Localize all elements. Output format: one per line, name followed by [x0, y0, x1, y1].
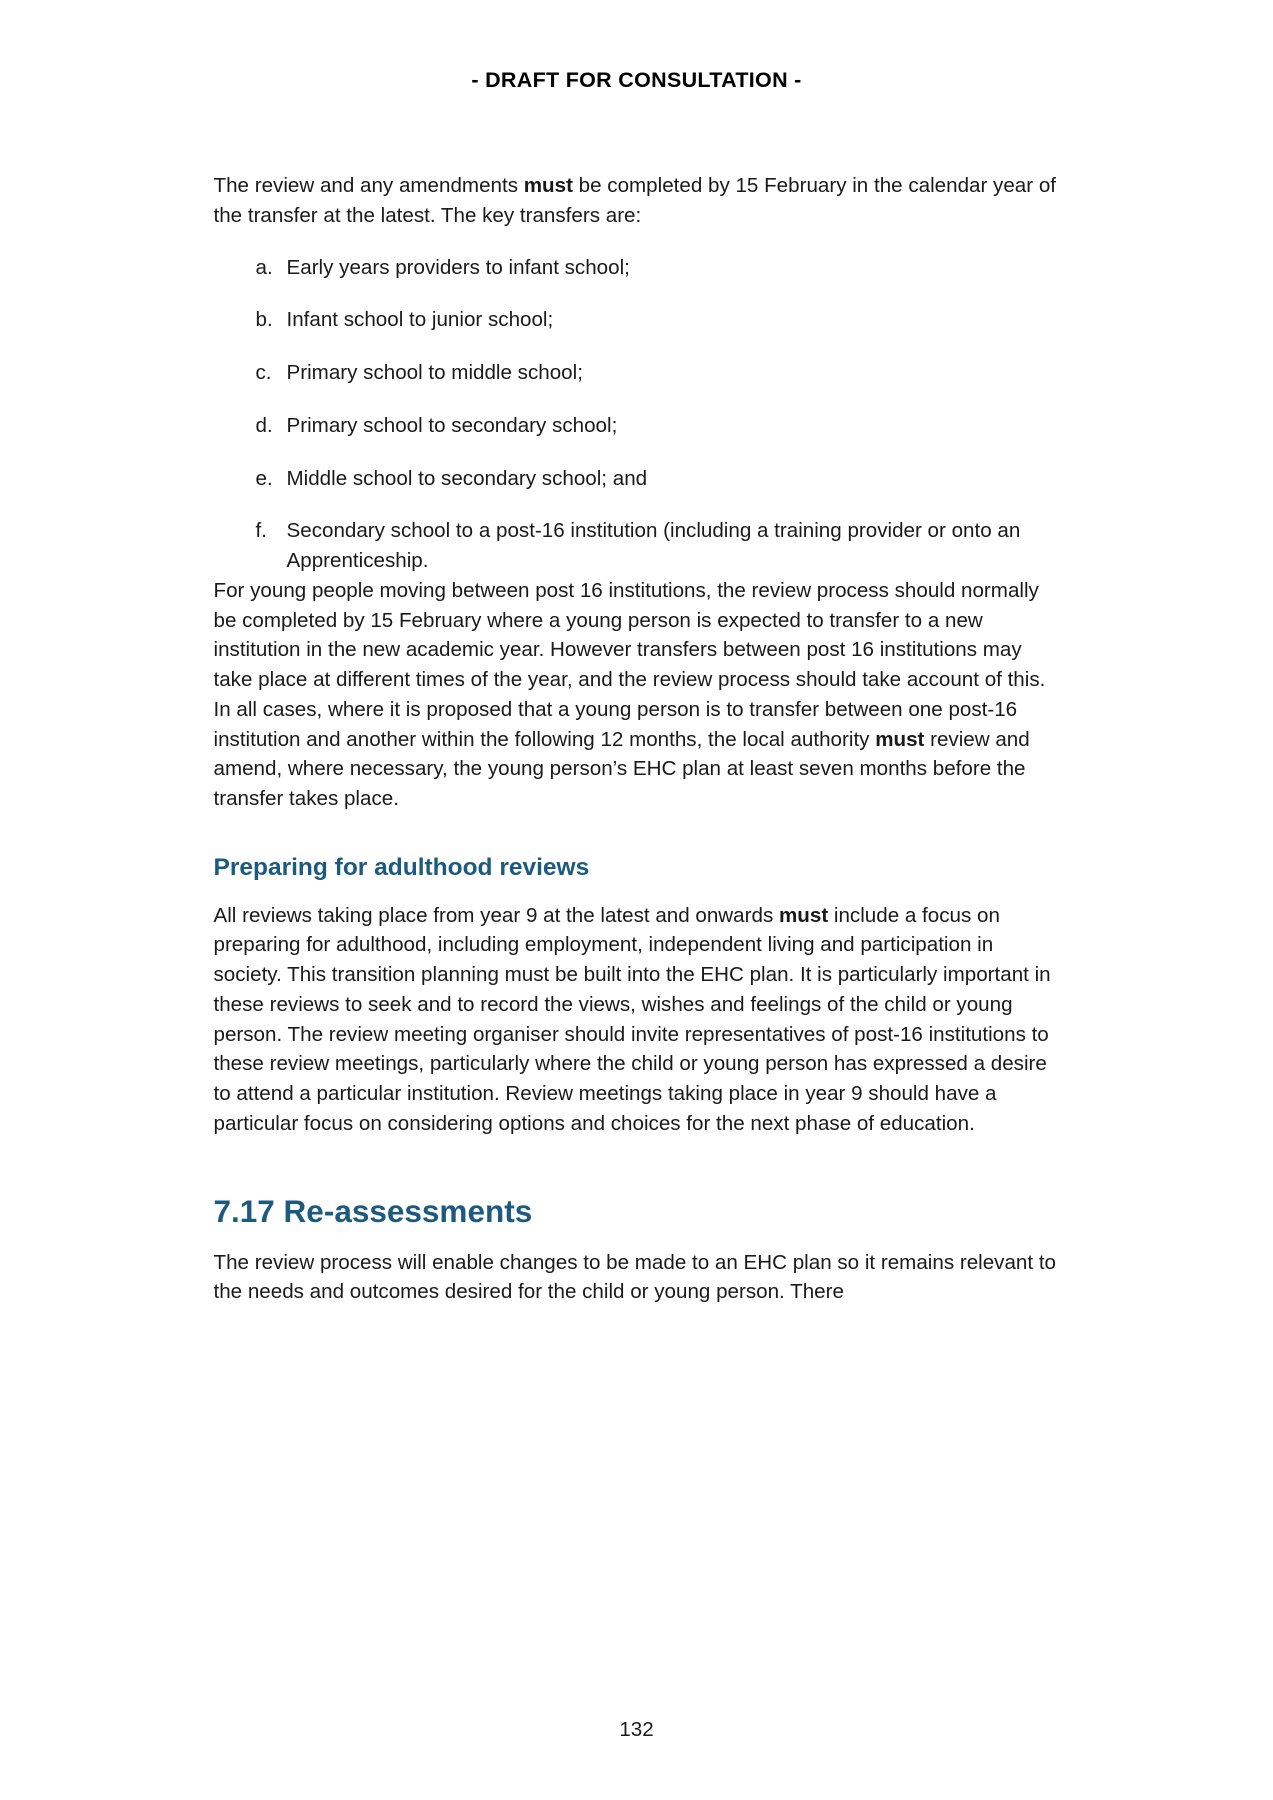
list-item-marker: b. — [255, 308, 273, 332]
page-content — [210, 93, 1064, 1307]
list-item-marker: c. — [255, 361, 272, 384]
intro-paragraph-text-after: be completed by 15 February in the calendar year of the transfer at the latest. The key transfers are: — [213, 174, 1057, 227]
list-item-marker: f. — [255, 519, 267, 543]
list-item-label: Secondary school to a post-16 institution (including a training provider or onto an Apprenticeship. — [286, 519, 1021, 572]
heading-re-assessments: 7.17 Re-assessments — [213, 1192, 533, 1229]
list-item-label: Middle school to secondary school; and — [286, 466, 648, 490]
list-item — [214, 464, 1064, 494]
adulthood-paragraph-text-before: All reviews taking place from year 9 at the latest and onwards — [213, 903, 779, 927]
list-item-marker: e. — [255, 466, 273, 490]
post16-paragraph — [214, 576, 1064, 814]
page-number: 132 — [619, 1718, 654, 1741]
post16-paragraph-text-before: For young people moving between post 16 institutions, the review process should normally be completed by 15 February where a young person is expected to transfer to a new institution in the new academic year. However transfers between post 16 institutions may take place at different times of the year, and the review process should take account of this. In all cases, where it is proposed that a young person is to transfer between one post-16 institution and another within the following 12 months, the local authority — [213, 578, 1046, 751]
list-item — [214, 516, 1064, 576]
heading-preparing-for-adulthood-reviews: Preparing for adulthood reviews — [213, 853, 590, 881]
adulthood-paragraph-emphasis: must — [778, 903, 829, 927]
list-item-label: Early years providers to infant school; — [286, 255, 630, 279]
page-header — [0, 0, 1273, 93]
post16-paragraph-emphasis: must — [875, 727, 925, 751]
list-item-marker: d. — [255, 413, 273, 437]
list-item-label: Primary school to secondary school; — [286, 413, 618, 437]
intro-paragraph-emphasis: must — [523, 174, 573, 197]
reassessments-paragraph: The review process will enable changes to be made to an EHC plan so it remains relevant to the needs and outcomes desired for the child or young person. There — [213, 1250, 1056, 1304]
key-transfers-list — [214, 253, 1064, 576]
list-item — [214, 305, 1064, 335]
adulthood-paragraph — [214, 901, 1064, 1139]
list-item — [214, 411, 1064, 441]
intro-paragraph — [214, 171, 1064, 231]
list-item-marker: a. — [255, 255, 273, 279]
post16-paragraph-text-after: review and amend, where necessary, the young person’s EHC plan at least seven months before the transfer takes place. — [213, 727, 1030, 810]
list-item — [214, 253, 1064, 283]
intro-paragraph-text-before: The review and any amendments — [213, 174, 524, 197]
list-item-label: Infant school to junior school; — [286, 308, 554, 332]
page-header-text: - DRAFT FOR CONSULTATION - — [471, 68, 802, 92]
list-item — [214, 358, 1064, 388]
adulthood-paragraph-text-after: include a focus on preparing for adulthood, including employment, independent living and participation in society. This transition planning must be built into the EHC plan. It is particularly important in these reviews to seek and to record the views, wishes and feelings of the child or young person. The review meeting organiser should invite representatives of post-16 institutions to these review meetings, particularly where the child or young person has expressed a desire to attend a particular institution. Review meetings taking place in year 9 should have a particular focus on considering options and choices for the next phase of education. — [213, 903, 1051, 1135]
list-item-label: Primary school to middle school; — [286, 361, 583, 384]
